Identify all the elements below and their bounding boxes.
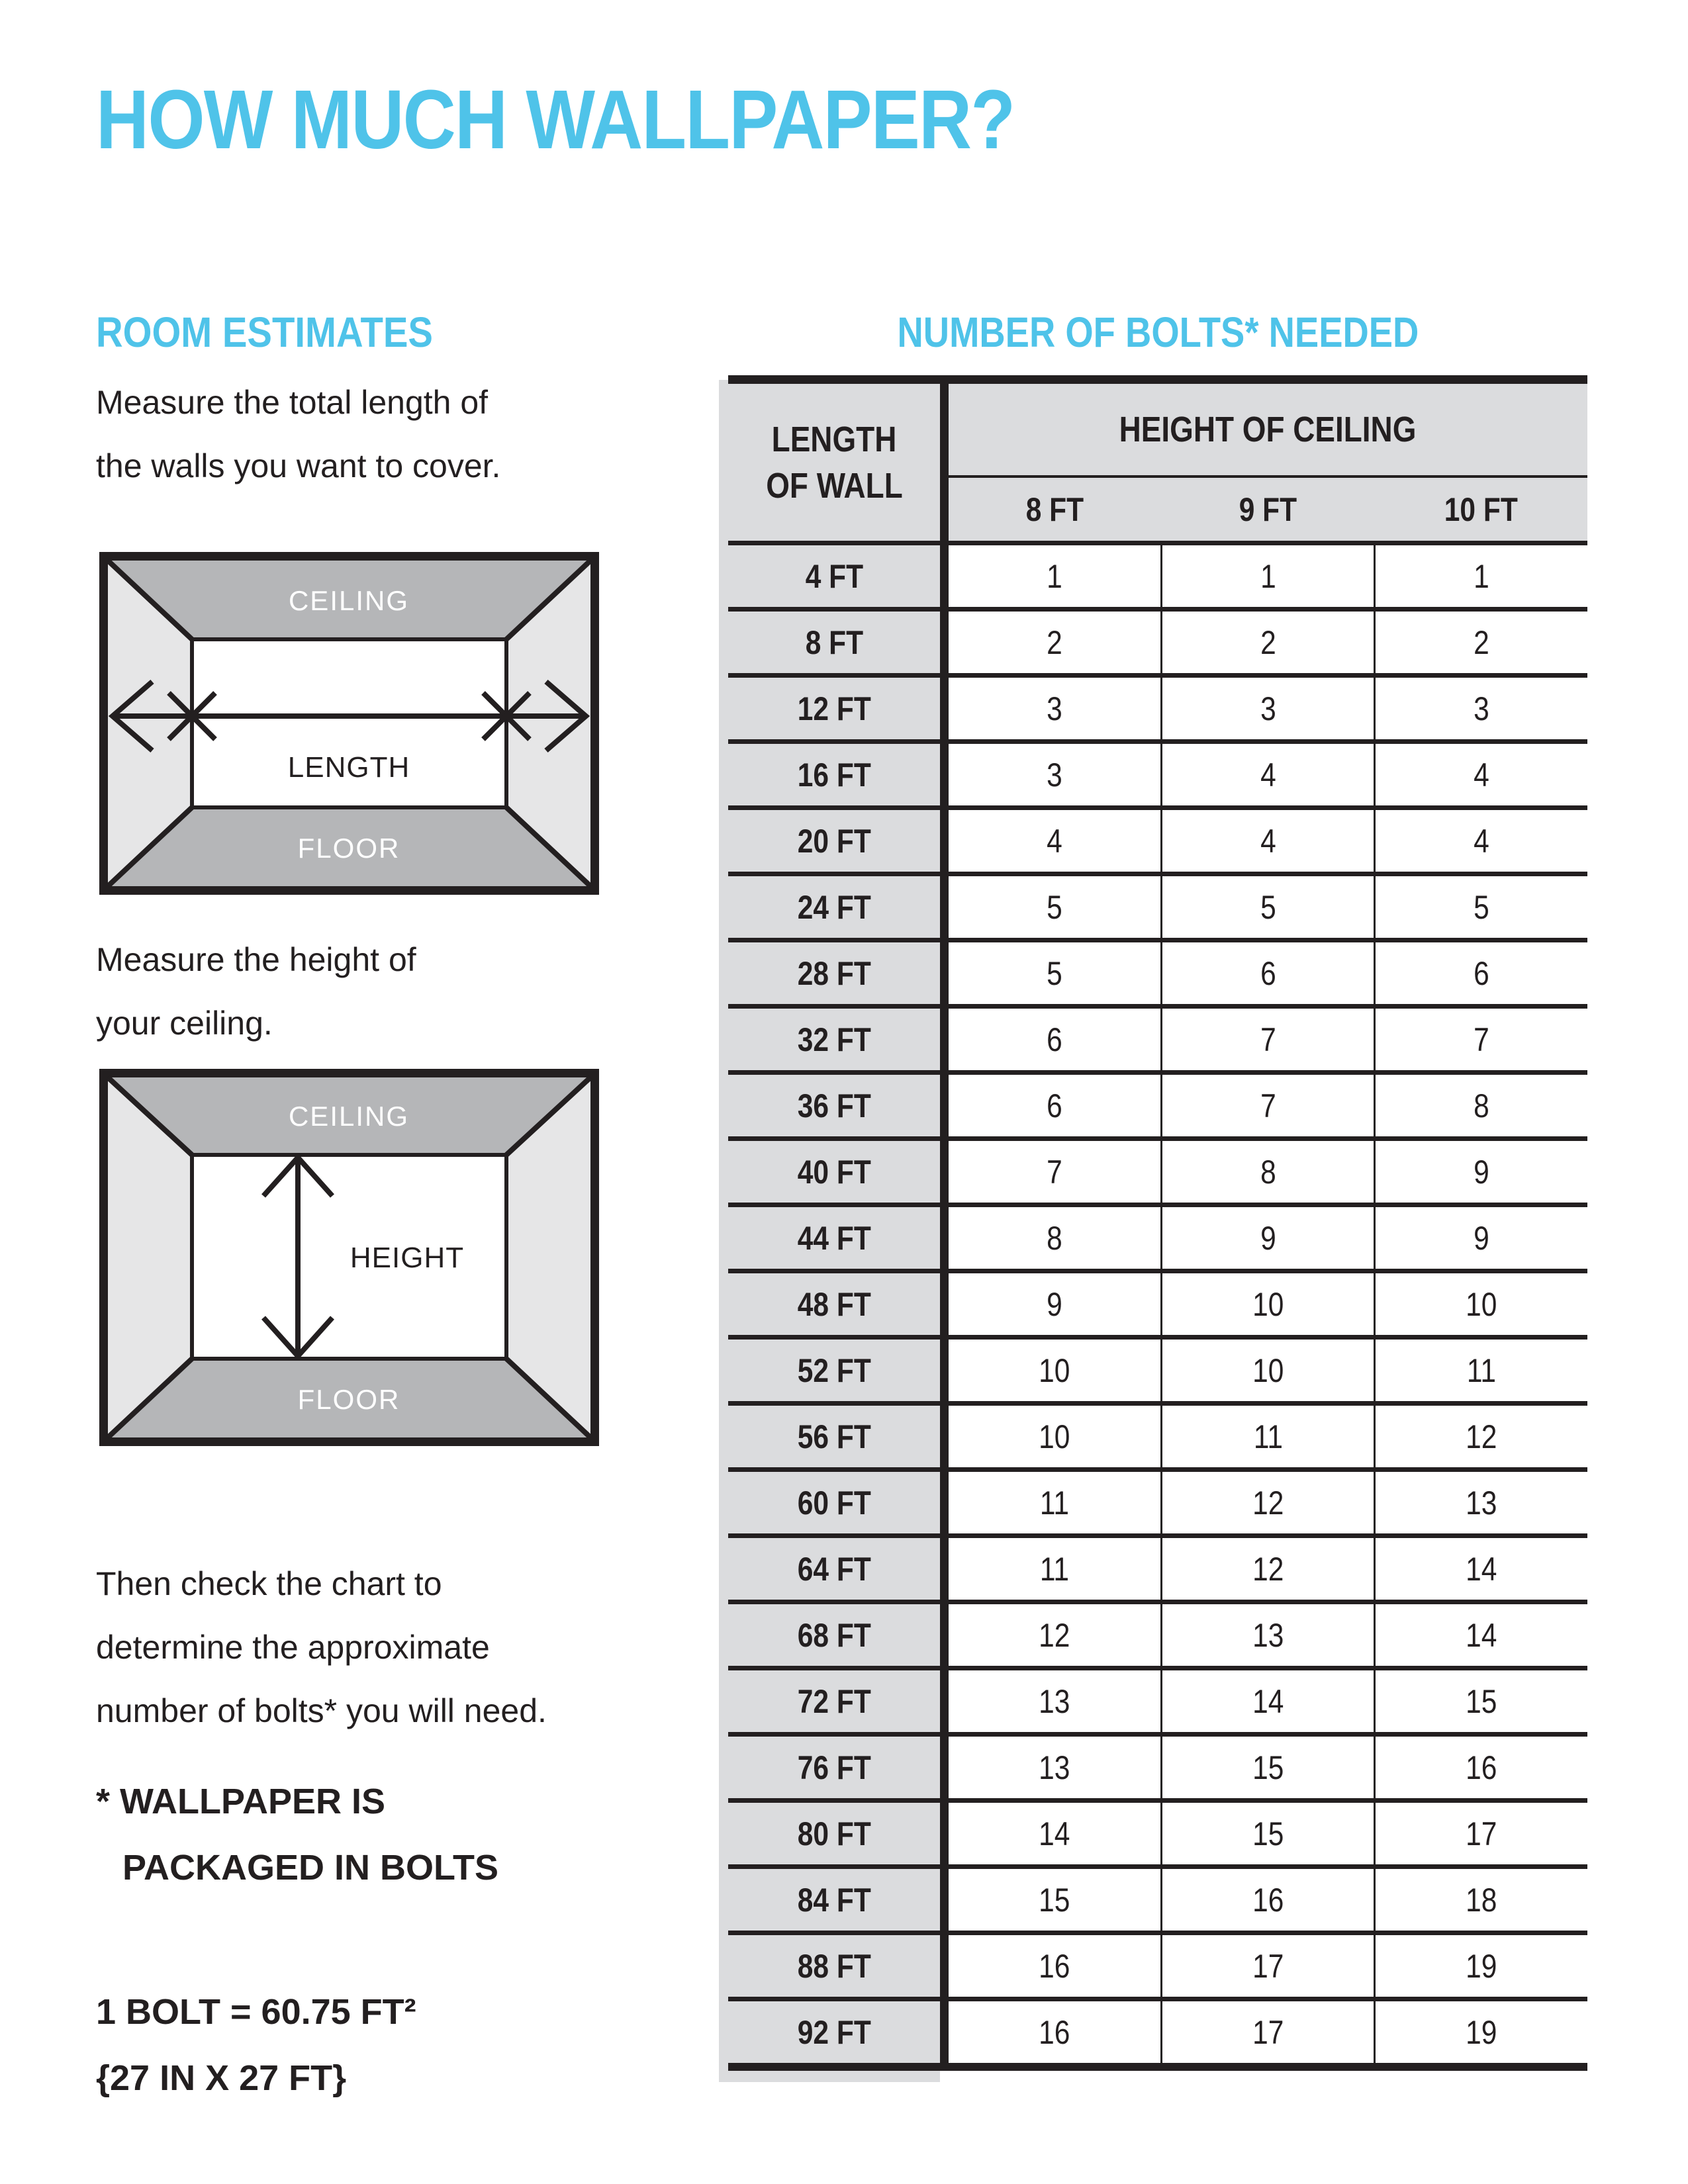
- wall-length-label: [728, 2001, 940, 2063]
- bolts-count-cell: [949, 744, 1160, 805]
- bolts-count-value: 3: [1260, 690, 1276, 727]
- bolts-count-cell: [1376, 1935, 1587, 1997]
- table-row: [728, 1472, 1587, 1538]
- table-row: [728, 1604, 1587, 1670]
- bolts-count-value: 17: [1466, 1815, 1497, 1852]
- wall-length-label-text: 28 FT: [797, 954, 871, 992]
- bolts-count-value: 16: [1252, 1881, 1284, 1919]
- bolts-count-value: 2: [1474, 623, 1489, 661]
- bolts-count-value: 1: [1474, 557, 1489, 595]
- bolts-count-cell: [1162, 1273, 1374, 1335]
- instruction-chart-line1: Then check the chart to: [96, 1565, 442, 1602]
- bolts-count-value: 7: [1047, 1153, 1062, 1191]
- room-length-diagram: [99, 552, 599, 895]
- height-of-ceiling-header-area: [949, 384, 1587, 541]
- table-row: [728, 1737, 1587, 1803]
- wall-length-label-text: 40 FT: [797, 1153, 871, 1191]
- table-row: [728, 942, 1587, 1009]
- height-label: HEIGHT: [350, 1242, 465, 1274]
- wall-length-label-text: 24 FT: [797, 888, 871, 926]
- thick-column-divider: [940, 810, 949, 872]
- thick-column-divider: [940, 1472, 949, 1533]
- bolts-count-cell: [1376, 545, 1587, 607]
- ceiling-height-column-header-text: 8 FT: [1026, 490, 1084, 528]
- table-row: [728, 1009, 1587, 1075]
- room-height-diagram: [99, 1069, 599, 1446]
- bolts-count-value: 16: [1466, 1749, 1497, 1786]
- bolts-count-cell: [1376, 1604, 1587, 1666]
- thick-column-divider: [940, 678, 949, 739]
- wall-length-label: [728, 1538, 940, 1600]
- table-row: [728, 1273, 1587, 1340]
- bolts-count-cell: [949, 1670, 1160, 1732]
- ceiling-height-column-header: [949, 478, 1162, 541]
- bolts-count-cell: [1162, 1472, 1374, 1533]
- wall-length-label: [728, 678, 940, 739]
- bolts-count-cell: [949, 1273, 1160, 1335]
- thick-column-divider: [940, 876, 949, 938]
- bolts-count-value: 16: [1039, 1947, 1070, 1985]
- length-of-wall-line1: LENGTH: [771, 419, 897, 459]
- bolts-count-value: 5: [1047, 888, 1062, 926]
- wall-length-label: [728, 1406, 940, 1467]
- thick-column-divider: [940, 1604, 949, 1666]
- bolts-count-value: 10: [1252, 1351, 1284, 1389]
- bolts-count-cell: [949, 1604, 1160, 1666]
- wall-length-label-text: 80 FT: [797, 1815, 871, 1852]
- thick-column-divider: [940, 1075, 949, 1136]
- wall-length-label-text: 76 FT: [797, 1749, 871, 1786]
- bolts-count-cell: [1376, 1803, 1587, 1864]
- bolt-size-line2: {27 IN X 27 FT}: [96, 2058, 347, 2098]
- bolts-count-value: 3: [1047, 690, 1062, 727]
- instruction-height: [96, 928, 416, 1055]
- bolts-count-value: 7: [1474, 1021, 1489, 1058]
- table-row: [728, 1075, 1587, 1141]
- wall-length-label: [728, 1604, 940, 1666]
- bolts-count-cell: [949, 1869, 1160, 1931]
- bolts-count-value: 3: [1047, 756, 1062, 794]
- bolts-count-value: 14: [1252, 1682, 1284, 1720]
- table-bottom-bar: [728, 2063, 1587, 2071]
- bolts-count-value: 1: [1047, 557, 1062, 595]
- bolts-count-value: 10: [1039, 1351, 1070, 1389]
- bolts-count-cell: [1162, 1737, 1374, 1798]
- bolts-count-value: 5: [1047, 954, 1062, 992]
- thick-column-divider: [940, 1737, 949, 1798]
- ceiling-height-column-header-text: 10 FT: [1444, 490, 1518, 528]
- table-row: [728, 1670, 1587, 1737]
- bolts-count-cell: [1376, 1273, 1587, 1335]
- bolts-count-cell: [1376, 1538, 1587, 1600]
- bolts-count-cell: [1162, 810, 1374, 872]
- bolts-count-value: 11: [1039, 1484, 1069, 1522]
- wall-length-label-text: 64 FT: [797, 1550, 871, 1588]
- wall-length-label-text: 88 FT: [797, 1947, 871, 1985]
- bolts-count-value: 14: [1466, 1616, 1497, 1654]
- bolts-count-cell: [1162, 545, 1374, 607]
- header-row-separator: [728, 541, 1587, 545]
- wall-length-label: [728, 1670, 940, 1732]
- bolts-count-value: 9: [1474, 1153, 1489, 1191]
- table-row: [728, 744, 1587, 810]
- wall-length-label-text: 48 FT: [797, 1285, 871, 1323]
- ceiling-height-column-header: [1162, 478, 1375, 541]
- bolts-count-cell: [1376, 1406, 1587, 1467]
- wall-length-label-text: 92 FT: [797, 2013, 871, 2051]
- bolts-count-value: 12: [1039, 1616, 1070, 1654]
- wall-length-label-text: 60 FT: [797, 1484, 871, 1522]
- room-estimates-heading: [96, 308, 479, 356]
- bolts-count-value: 10: [1466, 1285, 1497, 1323]
- bolts-count-cell: [949, 1075, 1160, 1136]
- bolts-count-cell: [949, 1472, 1160, 1533]
- wall-length-label: [728, 545, 940, 607]
- bolts-count-cell: [1376, 1340, 1587, 1401]
- note-line2: PACKAGED IN BOLTS: [122, 1848, 499, 1888]
- bolts-count-value: 7: [1260, 1021, 1276, 1058]
- bolts-count-cell: [1162, 1207, 1374, 1269]
- bolts-count-value: 15: [1252, 1815, 1284, 1852]
- instruction-length-line2: the walls you want to cover.: [96, 447, 501, 484]
- bolts-count-value: 4: [1474, 756, 1489, 794]
- bolts-count-cell: [949, 1207, 1160, 1269]
- bolts-count-cell: [949, 1538, 1160, 1600]
- bolts-count-value: 8: [1260, 1153, 1276, 1191]
- wall-length-label: [728, 1869, 940, 1931]
- bolts-count-value: 8: [1047, 1219, 1062, 1257]
- bolts-count-value: 1: [1260, 557, 1276, 595]
- note-line1: * WALLPAPER IS: [96, 1782, 386, 1821]
- wall-length-label-text: 8 FT: [805, 623, 863, 661]
- thick-column-divider: [940, 1670, 949, 1732]
- bolts-count-cell: [1162, 1340, 1374, 1401]
- bolts-count-value: 4: [1260, 822, 1276, 860]
- table-row: [728, 1869, 1587, 1935]
- bolts-count-value: 15: [1466, 1682, 1497, 1720]
- ceiling-label: CEILING: [288, 585, 410, 616]
- wall-length-label-text: 36 FT: [797, 1087, 871, 1124]
- table-row: [728, 1207, 1587, 1273]
- wall-length-label: [728, 612, 940, 673]
- bolts-count-cell: [949, 1009, 1160, 1070]
- bolts-count-value: 13: [1252, 1616, 1284, 1654]
- bolts-count-value: 17: [1252, 1947, 1284, 1985]
- bolts-needed-heading: [728, 308, 1587, 356]
- bolts-count-value: 11: [1253, 1418, 1283, 1455]
- bolts-count-cell: [1162, 1009, 1374, 1070]
- bolts-count-cell: [1376, 942, 1587, 1004]
- wall-length-label-text: 4 FT: [805, 557, 863, 595]
- wall-length-label: [728, 942, 940, 1004]
- thick-column-divider: [940, 612, 949, 673]
- wall-length-label: [728, 1737, 940, 1798]
- table-row: [728, 545, 1587, 612]
- thick-column-divider: [940, 1803, 949, 1864]
- bolts-count-cell: [1162, 1803, 1374, 1864]
- wall-length-label-text: 68 FT: [797, 1616, 871, 1654]
- table-header: [728, 384, 1587, 541]
- table-row: [728, 1538, 1587, 1604]
- table-row: [728, 2001, 1587, 2063]
- thick-column-divider: [940, 2001, 949, 2063]
- thick-column-divider: [940, 545, 949, 607]
- bolts-count-value: 19: [1466, 1947, 1497, 1985]
- bolts-count-cell: [1376, 1737, 1587, 1798]
- table-body: [728, 545, 1587, 2063]
- thick-column-divider: [940, 384, 949, 541]
- ceiling-label: CEILING: [288, 1101, 410, 1132]
- length-of-wall-line2: OF WALL: [765, 465, 903, 506]
- bolts-count-cell: [949, 2001, 1160, 2063]
- table-row: [728, 810, 1587, 876]
- thick-column-divider: [940, 1406, 949, 1467]
- bolts-count-cell: [949, 1406, 1160, 1467]
- bolts-count-cell: [1162, 612, 1374, 673]
- bolts-count-cell: [1162, 1406, 1374, 1467]
- bolts-count-value: 12: [1252, 1550, 1284, 1588]
- bolts-count-cell: [1376, 810, 1587, 872]
- wall-length-label-text: 12 FT: [797, 690, 871, 727]
- thick-column-divider: [940, 1273, 949, 1335]
- instruction-chart: [96, 1552, 547, 1743]
- bolts-count-cell: [1376, 1207, 1587, 1269]
- bolts-count-cell: [1162, 1604, 1374, 1666]
- bolts-count-cell: [949, 810, 1160, 872]
- instruction-chart-line3: number of bolts* you will need.: [96, 1692, 547, 1729]
- wallpaper-bolts-note: [96, 1768, 498, 1901]
- wall-length-label-text: 16 FT: [797, 756, 871, 794]
- bolts-count-value: 19: [1466, 2013, 1497, 2051]
- ceiling-height-column-header-text: 9 FT: [1239, 490, 1297, 528]
- bolts-count-value: 6: [1474, 954, 1489, 992]
- bolts-count-value: 13: [1466, 1484, 1497, 1522]
- bolts-count-value: 4: [1047, 822, 1062, 860]
- wall-length-label-text: 84 FT: [797, 1881, 871, 1919]
- bolt-size-line1: 1 BOLT = 60.75 FT²: [96, 1992, 416, 2032]
- bolts-count-cell: [1376, 876, 1587, 938]
- bolts-count-cell: [1376, 2001, 1587, 2063]
- bolts-count-cell: [1162, 744, 1374, 805]
- bolts-count-value: 5: [1260, 888, 1276, 926]
- wall-length-label: [728, 1472, 940, 1533]
- bolts-count-value: 9: [1260, 1219, 1276, 1257]
- bolts-count-value: 15: [1039, 1881, 1070, 1919]
- table-row: [728, 1340, 1587, 1406]
- bolts-count-cell: [1376, 1009, 1587, 1070]
- bolts-count-value: 3: [1474, 690, 1489, 727]
- bolt-size-info: [96, 1979, 416, 2111]
- wall-length-label: [728, 1935, 940, 1997]
- thick-column-divider: [940, 1141, 949, 1203]
- bolts-count-cell: [949, 1935, 1160, 1997]
- wall-length-label: [728, 1273, 940, 1335]
- bolts-count-value: 6: [1047, 1021, 1062, 1058]
- height-of-ceiling-text: HEIGHT OF CEILING: [1119, 410, 1417, 449]
- bolts-count-value: 17: [1252, 2013, 1284, 2051]
- bolts-count-cell: [1376, 1869, 1587, 1931]
- bolts-count-cell: [1162, 1935, 1374, 1997]
- bolts-count-cell: [1162, 1141, 1374, 1203]
- wall-length-label-text: 32 FT: [797, 1021, 871, 1058]
- thick-column-divider: [940, 1207, 949, 1269]
- bolts-count-value: 14: [1039, 1815, 1070, 1852]
- thick-column-divider: [940, 1340, 949, 1401]
- wall-length-label: [728, 1207, 940, 1269]
- bolts-count-cell: [949, 545, 1160, 607]
- wall-length-label-text: 44 FT: [797, 1219, 871, 1257]
- bolts-count-cell: [949, 612, 1160, 673]
- table-row: [728, 678, 1587, 744]
- room-estimates-heading-text: ROOM ESTIMATES: [96, 308, 433, 356]
- wall-length-label-text: 56 FT: [797, 1418, 871, 1455]
- bolts-count-value: 4: [1474, 822, 1489, 860]
- floor-label: FLOOR: [297, 833, 400, 864]
- bolts-count-value: 2: [1260, 623, 1276, 661]
- bolts-count-cell: [1162, 1869, 1374, 1931]
- bolts-count-value: 10: [1039, 1418, 1070, 1455]
- wall-length-label: [728, 744, 940, 805]
- bolts-needed-heading-text: NUMBER OF BOLTS* NEEDED: [897, 308, 1419, 356]
- instruction-height-line1: Measure the height of: [96, 941, 416, 978]
- bolts-count-cell: [949, 678, 1160, 739]
- instruction-length-line1: Measure the total length of: [96, 384, 489, 421]
- thick-column-divider: [940, 942, 949, 1004]
- bolts-count-value: 7: [1260, 1087, 1276, 1124]
- ceiling-height-columns: [949, 478, 1587, 541]
- bolts-count-value: 5: [1474, 888, 1489, 926]
- bolts-count-cell: [949, 942, 1160, 1004]
- bolts-count-value: 11: [1467, 1351, 1497, 1389]
- bolts-count-value: 4: [1260, 756, 1276, 794]
- bolts-count-value: 12: [1252, 1484, 1284, 1522]
- bolts-count-cell: [949, 1141, 1160, 1203]
- table-row: [728, 1141, 1587, 1207]
- bolts-count-value: 18: [1466, 1881, 1497, 1919]
- instruction-chart-line2: determine the approximate: [96, 1629, 490, 1666]
- bolts-count-cell: [1162, 876, 1374, 938]
- bolts-table: [728, 375, 1587, 2071]
- instruction-height-line2: your ceiling.: [96, 1005, 273, 1042]
- bolts-count-cell: [949, 1737, 1160, 1798]
- thick-column-divider: [940, 1869, 949, 1931]
- wall-length-label: [728, 1009, 940, 1070]
- length-label: LENGTH: [287, 751, 410, 784]
- wall-length-label: [728, 1141, 940, 1203]
- wall-length-label: [728, 1803, 940, 1864]
- table-row: [728, 876, 1587, 942]
- bolts-count-cell: [949, 876, 1160, 938]
- bolts-count-value: 13: [1039, 1749, 1070, 1786]
- bolts-count-cell: [1376, 1075, 1587, 1136]
- thick-column-divider: [940, 1935, 949, 1997]
- table-row: [728, 1935, 1587, 2001]
- bolts-count-cell: [1376, 1472, 1587, 1533]
- bolts-count-cell: [1162, 1670, 1374, 1732]
- bolts-count-value: 9: [1047, 1285, 1062, 1323]
- bolts-count-cell: [1162, 678, 1374, 739]
- instruction-length: [96, 371, 500, 498]
- wall-length-label-text: 52 FT: [797, 1351, 871, 1389]
- bolts-count-value: 6: [1047, 1087, 1062, 1124]
- bolts-count-value: 13: [1039, 1682, 1070, 1720]
- thick-column-divider: [940, 744, 949, 805]
- bolts-count-cell: [1376, 1670, 1587, 1732]
- bolts-count-value: 11: [1039, 1550, 1069, 1588]
- table-row: [728, 1803, 1587, 1869]
- bolts-count-cell: [1162, 1538, 1374, 1600]
- wall-length-label: [728, 810, 940, 872]
- wall-length-label: [728, 876, 940, 938]
- bolts-count-value: 6: [1260, 954, 1276, 992]
- wall-length-label: [728, 1340, 940, 1401]
- bolts-count-value: 16: [1039, 2013, 1070, 2051]
- bolts-count-cell: [949, 1340, 1160, 1401]
- wall-length-label-text: 20 FT: [797, 822, 871, 860]
- bolts-count-cell: [1376, 1141, 1587, 1203]
- bolts-count-value: 12: [1466, 1418, 1497, 1455]
- bolts-count-value: 10: [1252, 1285, 1284, 1323]
- table-row: [728, 1406, 1587, 1472]
- bolts-count-value: 15: [1252, 1749, 1284, 1786]
- bolts-count-cell: [1162, 2001, 1374, 2063]
- wall-length-label-text: 72 FT: [797, 1682, 871, 1720]
- wall-length-label: [728, 1075, 940, 1136]
- bolts-count-cell: [1376, 678, 1587, 739]
- bolts-count-value: 14: [1466, 1550, 1497, 1588]
- thick-column-divider: [940, 1538, 949, 1600]
- page-title: HOW MUCH WALLPAPER?: [96, 73, 1015, 166]
- thick-column-divider: [940, 1009, 949, 1070]
- bolts-count-value: 2: [1047, 623, 1062, 661]
- ceiling-height-column-header: [1374, 478, 1587, 541]
- bolts-count-value: 8: [1474, 1087, 1489, 1124]
- bolts-count-cell: [949, 1803, 1160, 1864]
- bolts-count-cell: [1376, 744, 1587, 805]
- bolts-count-cell: [1162, 1075, 1374, 1136]
- bolts-count-cell: [1376, 612, 1587, 673]
- bolts-count-cell: [1162, 942, 1374, 1004]
- table-top-bar: [728, 375, 1587, 384]
- height-of-ceiling-header: [949, 384, 1587, 475]
- length-of-wall-header: [728, 384, 940, 541]
- bolts-count-value: 9: [1474, 1219, 1489, 1257]
- floor-label: FLOOR: [297, 1384, 400, 1415]
- table-row: [728, 612, 1587, 678]
